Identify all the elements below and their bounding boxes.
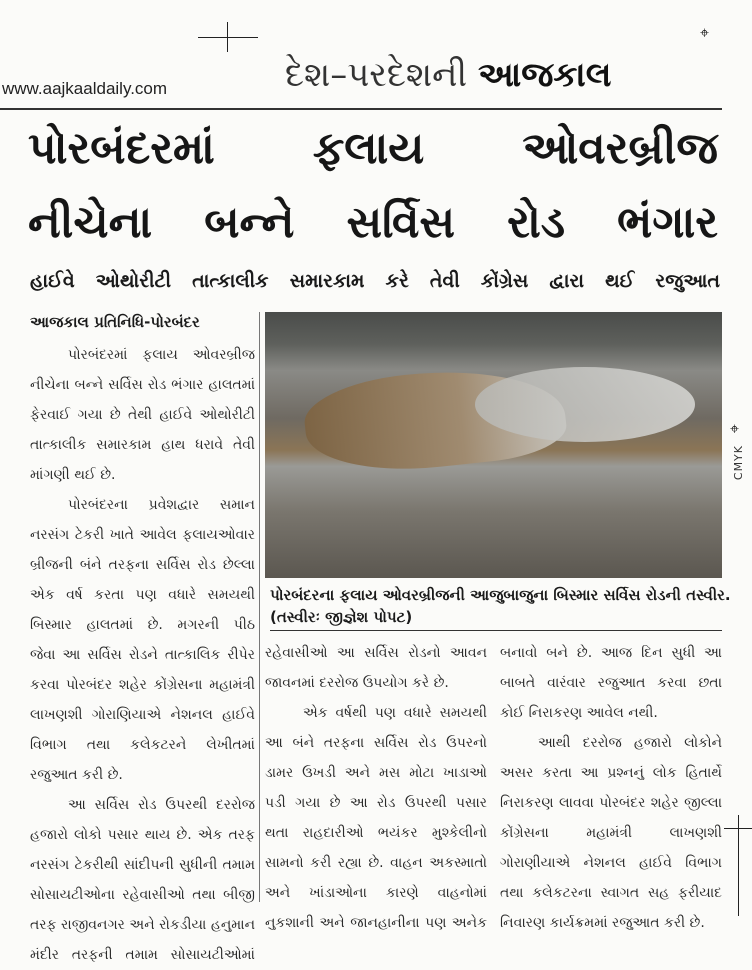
article-line: અસર કરતા આ પ્રશ્નનું લોક હિતાર્થે bbox=[500, 765, 722, 781]
subheadline: હાઈવે ઓથોરીટી તાત્કાલીક સમારકામ કરે તેવી કોંગ્રેસ દ્વારા થઈ રજુઆત bbox=[30, 270, 720, 292]
article-line: નરસંગ ટેકરી ખાતે આવેલ ફલાયઓવાર bbox=[30, 527, 255, 543]
article-line: બ્રીજની બંને તરફના સર્વિસ રોડ છેલ્લા bbox=[30, 557, 255, 573]
registration-mark bbox=[198, 37, 258, 38]
article-line: માંગણી થઈ છે. bbox=[30, 467, 116, 483]
article-line: લાખણશી ગોરાણિયાએ નેશનલ હાઈવે bbox=[30, 707, 255, 723]
article-line: કોંગ્રેસના મહામંત્રી લાખણશી bbox=[500, 825, 722, 841]
article-line: ફેરવાઈ ગયા છે તેથી હાઈવે ઓથોરીટી bbox=[30, 407, 255, 423]
article-line: ગોરાણીયાએ નેશનલ હાઈવે વિભાગ bbox=[500, 855, 722, 871]
article-line: રજુઆત કરી છે. bbox=[30, 767, 123, 783]
article-line: આ બંને તરફના સર્વિસ રોડ ઉપરનો bbox=[265, 735, 487, 751]
registration-mark bbox=[738, 815, 739, 916]
article-line: તાત્કાલીક સમારકામ હાથ ધરાવે તેવી bbox=[30, 437, 255, 453]
brand-logo-text: આજકાલ bbox=[477, 55, 612, 95]
byline: આજકાલ પ્રતિનિધિ-પોરબંદર bbox=[30, 313, 200, 331]
article-line: પોરબંદરમાં ફલાય ઓવરબ્રીજ bbox=[68, 347, 255, 363]
article-line: કોઈ નિરાકરણ આવેલ નથી. bbox=[500, 705, 658, 721]
article-line: સોસાયટીઓના રહેવાસીઓ તથા બીજી bbox=[30, 887, 255, 903]
registration-mark bbox=[724, 828, 752, 829]
section-title bbox=[285, 50, 611, 100]
article-line: પોરબંદરના પ્રવેશદ્વાર સમાન bbox=[68, 497, 255, 513]
cmyk-label: CMYK bbox=[732, 445, 745, 481]
article-line: વિભાગ તથા કલેકટરને લેખીતમાં bbox=[30, 737, 255, 753]
article-line: મંદીર તરફની તમામ સોસાયટીઓમાં bbox=[30, 947, 255, 963]
article-line: તથા કલેકટરના સ્વાગત સહ ફરીયાદ bbox=[500, 885, 722, 901]
section-prefix: દેશ–પરદેશની bbox=[285, 55, 468, 95]
article-line: નીચેના બન્ને સર્વિસ રોડ ભંગાર હાલતમાં bbox=[30, 377, 255, 393]
article-line: બનાવો બને છે. આજ દિન સુધી આ bbox=[500, 645, 722, 661]
header-rule bbox=[0, 108, 722, 110]
article-line: ડામર ઉખડી અને મસ મોટા ખાડાઓ bbox=[265, 765, 487, 781]
news-photo-damaged-road bbox=[265, 312, 722, 578]
article-line: એક વર્ષથી પણ વધારે સમયથી bbox=[303, 705, 487, 721]
article-line: નુકશાની અને જાનહાનીના પણ અનેક bbox=[265, 915, 487, 931]
article-line: આ સર્વિસ રોડ ઉપરથી દરરોજ bbox=[68, 797, 255, 813]
article-line: પડી ગયા છે આ રોડ ઉપરથી પસાર bbox=[265, 795, 487, 811]
article-line: રહેવાસીઓ આ સર્વિસ રોડનો આવન bbox=[265, 645, 487, 661]
headline-line-1: પોરબંદરમાં ફલાય ઓવરબ્રીજ bbox=[28, 123, 718, 174]
article-line: બાબતે વારંવાર રજુઆત કરવા છતા bbox=[500, 675, 722, 691]
website-url: www.aajkaaldaily.com bbox=[2, 79, 168, 98]
photo-puddle-reflection bbox=[475, 367, 695, 442]
registration-mark bbox=[227, 22, 228, 52]
article-column-left bbox=[30, 340, 255, 970]
article-line: કરવા પોરબંદર શહેર કોંગ્રેસના મહામંત્રી bbox=[30, 677, 255, 693]
article-column-right bbox=[500, 638, 722, 938]
article-line: થતા રાહદારીઓ ભયંકર મુશ્કેલીનો bbox=[265, 825, 487, 841]
article-line: અને ખાંડાઓના કારણે વાહનોમાં bbox=[265, 885, 487, 901]
caption-text: પોરબંદરના ફલાય ઓવરબ્રીજની આજુબાજુના બિસ્માર સર્વિસ રોડની તસ્વીર. bbox=[270, 586, 731, 604]
article-line: હજારો લોકો પસાર થાય છે. એક તરફ bbox=[30, 827, 255, 843]
article-line: નિરાકરણ લાવવા પોરબંદર શહેર જીલ્લા bbox=[500, 795, 722, 811]
headline-line-2: નીચેના બન્ને સર્વિસ રોડ ભંગાર bbox=[28, 197, 718, 248]
article-line: એક વર્ષ કરતા પણ વધારે સમયથી bbox=[30, 587, 255, 603]
photo-caption bbox=[270, 584, 731, 631]
crosshair-icon: ⌖ bbox=[700, 23, 710, 42]
column-divider bbox=[259, 312, 260, 902]
article-line: સામનો કરી રહ્યા છે. વાહન અકસ્માતો bbox=[265, 855, 487, 871]
article-line: બિસ્માર હાલતમાં છે. મગરની પીઠ bbox=[30, 617, 255, 633]
article-line: જાવનમાં દરરોજ ઉપયોગ કરે છે. bbox=[265, 675, 449, 691]
photo-credit: (તસ્વીરઃ જીજ્ઞેશ પોપટ) bbox=[270, 608, 413, 626]
article-line: નિવારણ કાર્યક્રમમાં રજુઆત કરી છે. bbox=[500, 915, 705, 931]
article-line: આથી દરરોજ હજારો લોકોને bbox=[538, 735, 722, 751]
crosshair-icon: ⌖ bbox=[730, 419, 740, 438]
article-line: જેવા આ સર્વિસ રોડને તાત્કાલિક રીપેર bbox=[30, 647, 255, 663]
article-line: નરસંગ ટેકરીથી સાંદીપની સુધીની તમામ bbox=[30, 857, 255, 873]
article-column-middle bbox=[265, 638, 487, 938]
article-line: તરફ રાજીવનગર અને રોકડીયા હનુમાન bbox=[30, 917, 255, 933]
